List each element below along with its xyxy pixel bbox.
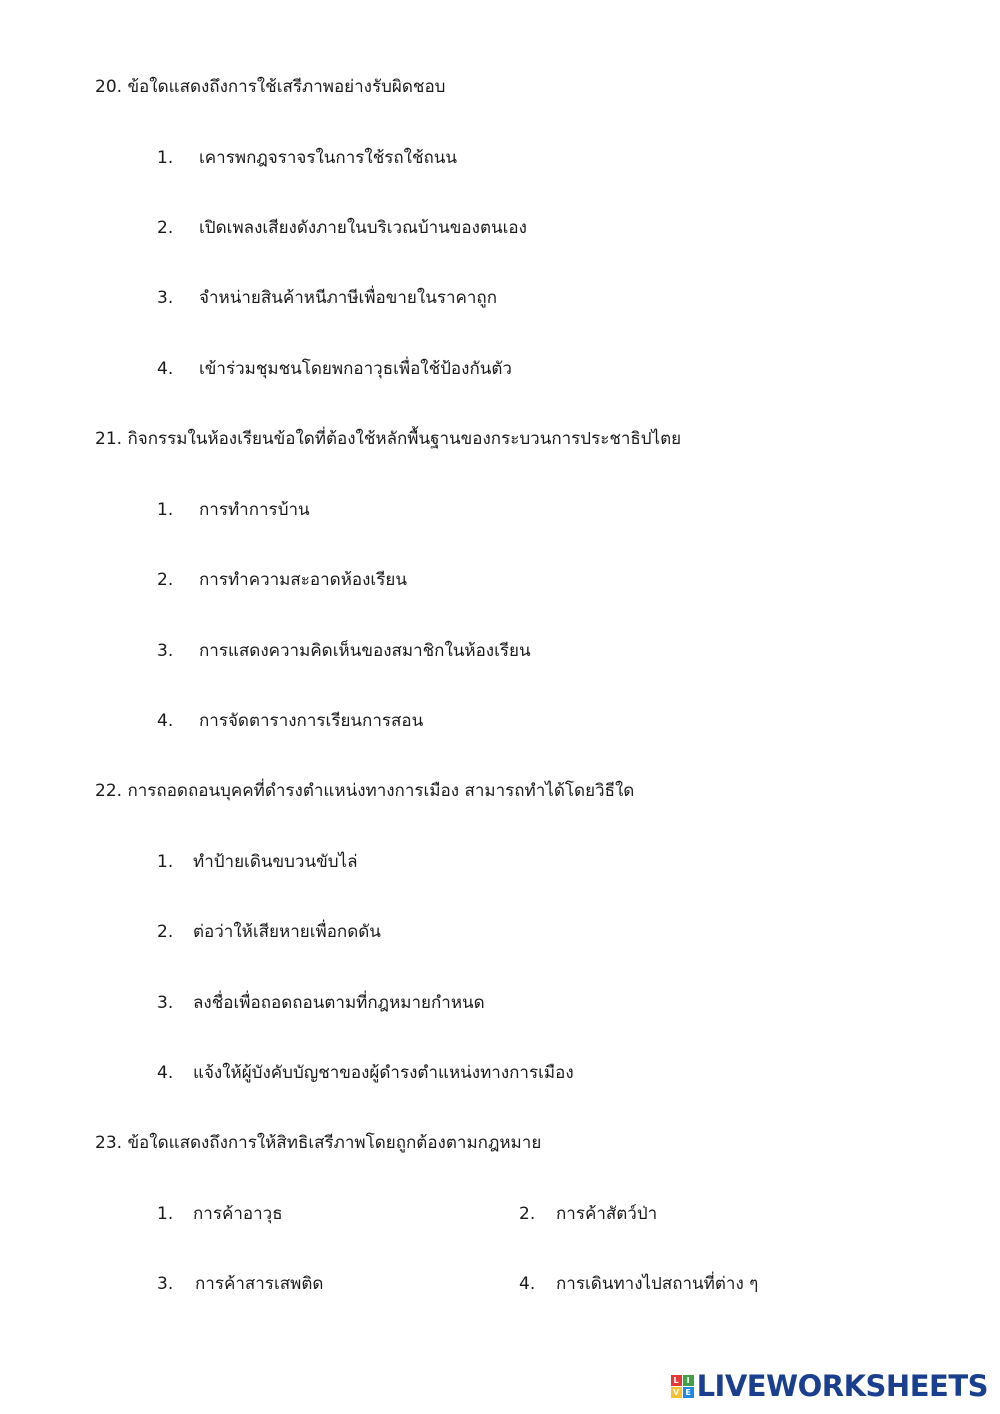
question-21-option-4[interactable]: [157, 709, 423, 733]
option-number: 4.: [157, 359, 174, 379]
question-23: 23. ข้อใดแสดงถึงการให้สิทธิเสรีภาพโดยถูกต้องตามกฎหมาย: [95, 1133, 542, 1153]
option-text: การทำความสะอาดห้องเรียน: [199, 570, 407, 590]
liveworksheets-logo-text: LIVEWORKSHEETS: [696, 1369, 988, 1403]
option-text: เคารพกฎจราจรในการใช้รถใช้ถนน: [199, 148, 458, 168]
option-text: ลงชื่อเพื่อถอดถอนตามที่กฎหมายกำหนด: [193, 993, 485, 1013]
question-22-option-3[interactable]: [157, 991, 485, 1015]
question-23-option-2[interactable]: [519, 1202, 657, 1226]
option-number: 1.: [157, 852, 174, 872]
liveworksheets-logo[interactable]: [671, 1366, 988, 1406]
option-number: 4.: [519, 1274, 536, 1294]
question-20: 20. ข้อใดแสดงถึงการใช้เสรีภาพอย่างรับผิดชอบ: [95, 77, 446, 97]
option-number: 3.: [157, 1274, 174, 1294]
question-20-option-2[interactable]: [157, 216, 527, 240]
logo-tile-l: L: [671, 1375, 682, 1386]
logo-tile-e: E: [683, 1387, 694, 1398]
question-22-option-4[interactable]: [157, 1061, 574, 1085]
option-number: 1.: [157, 148, 174, 168]
question-23-option-1[interactable]: [157, 1202, 283, 1226]
question-21: 21. กิจกรรมในห้องเรียนข้อใดที่ต้องใช้หลักพื้นฐานของกระบวนการประชาธิปไตย: [95, 429, 682, 449]
option-number: 2.: [157, 570, 174, 590]
option-number: 2.: [157, 922, 174, 942]
option-number: 3.: [157, 288, 174, 308]
question-22-option-1[interactable]: [157, 850, 357, 874]
question-21-option-3[interactable]: [157, 639, 531, 663]
option-text: การจัดตารางการเรียนการสอน: [199, 711, 424, 731]
option-text: แจ้งให้ผู้บังคับบัญชาของผู้ดำรงตำแหน่งทางการเมือง: [193, 1063, 574, 1083]
option-number: 2.: [157, 218, 174, 238]
option-number: 4.: [157, 711, 174, 731]
option-text: เปิดเพลงเสียงดังภายในบริเวณบ้านของตนเอง: [199, 218, 527, 238]
logo-tile-v: V: [671, 1387, 682, 1398]
question-21-option-2[interactable]: [157, 568, 407, 592]
option-number: 3.: [157, 641, 174, 661]
option-text: การทำการบ้าน: [199, 500, 310, 520]
liveworksheets-logo-icon: [671, 1375, 694, 1398]
question-22-option-2[interactable]: [157, 920, 381, 944]
option-text: เข้าร่วมชุมชนโดยพกอาวุธเพื่อใช้ป้องกันตัว: [199, 359, 512, 379]
question-23-option-4[interactable]: [519, 1272, 758, 1296]
option-text: การค้าอาวุธ: [193, 1204, 283, 1224]
option-text: การแสดงความคิดเห็นของสมาชิกในห้องเรียน: [199, 641, 531, 661]
option-text: ทำป้ายเดินขบวนขับไล่: [193, 852, 358, 872]
option-text: การค้าสารเสพติด: [195, 1274, 324, 1294]
option-text: การเดินทางไปสถานที่ต่าง ๆ: [556, 1274, 759, 1294]
logo-tile-i: I: [683, 1375, 694, 1386]
option-number: 1.: [157, 1204, 174, 1224]
option-number: 1.: [157, 500, 174, 520]
option-text: การค้าสัตว์ป่า: [556, 1204, 658, 1224]
question-23-option-3[interactable]: [157, 1272, 323, 1296]
question-22: 22. การถอดถอนบุคคที่ดำรงตำแหน่งทางการเมือง สามารถทำได้โดยวิธีใด: [95, 781, 635, 801]
question-20-option-3[interactable]: [157, 286, 497, 310]
option-number: 2.: [519, 1204, 536, 1224]
option-number: 3.: [157, 993, 174, 1013]
question-20-option-4[interactable]: [157, 357, 512, 381]
question-21-option-1[interactable]: [157, 498, 310, 522]
option-text: ต่อว่าให้เสียหายเพื่อกดดัน: [193, 922, 381, 942]
option-number: 4.: [157, 1063, 174, 1083]
question-20-option-1[interactable]: [157, 146, 457, 170]
option-text: จำหน่ายสินค้าหนีภาษีเพื่อขายในราคาถูก: [199, 288, 497, 308]
